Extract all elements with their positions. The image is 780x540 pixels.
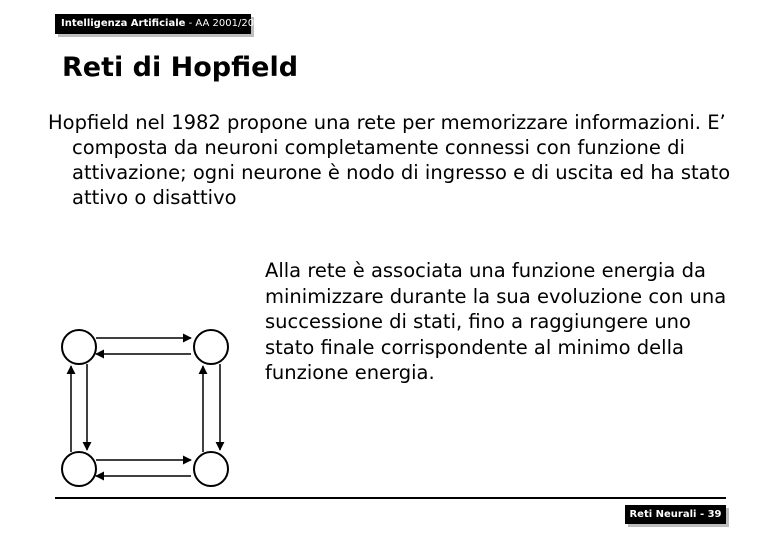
neuron-top-right [194,330,228,364]
hopfield-network-diagram [56,324,246,494]
course-header-tag [55,14,267,34]
neuron-bottom-right [194,452,228,486]
footer-divider [55,497,726,499]
energy-paragraph: Alla rete è associata una funzione energia da minimizzare durante la sua evoluzione con una successione di stati, fino a raggiungere uno stato finale corrispondente al minimo della funzione energia. [265,259,727,384]
neuron-top-left [62,330,96,364]
academic-year: - AA 2001/2002 [185,18,267,29]
intro-paragraph: Hopfield nel 1982 propone una rete per memorizzare informazioni. E’ composta da neuroni completamente connessi con funzione di attivazione; ogni neurone è nodo di ingresso e di uscita ed ha stato attivo o disattivo [48,111,731,209]
course-name: Intelligenza Artificiale [61,18,186,29]
footer-page-tag: Reti Neurali - 39 [625,505,726,524]
slide-title: Reti di Hopfield [62,52,299,83]
neuron-bottom-left [62,452,96,486]
